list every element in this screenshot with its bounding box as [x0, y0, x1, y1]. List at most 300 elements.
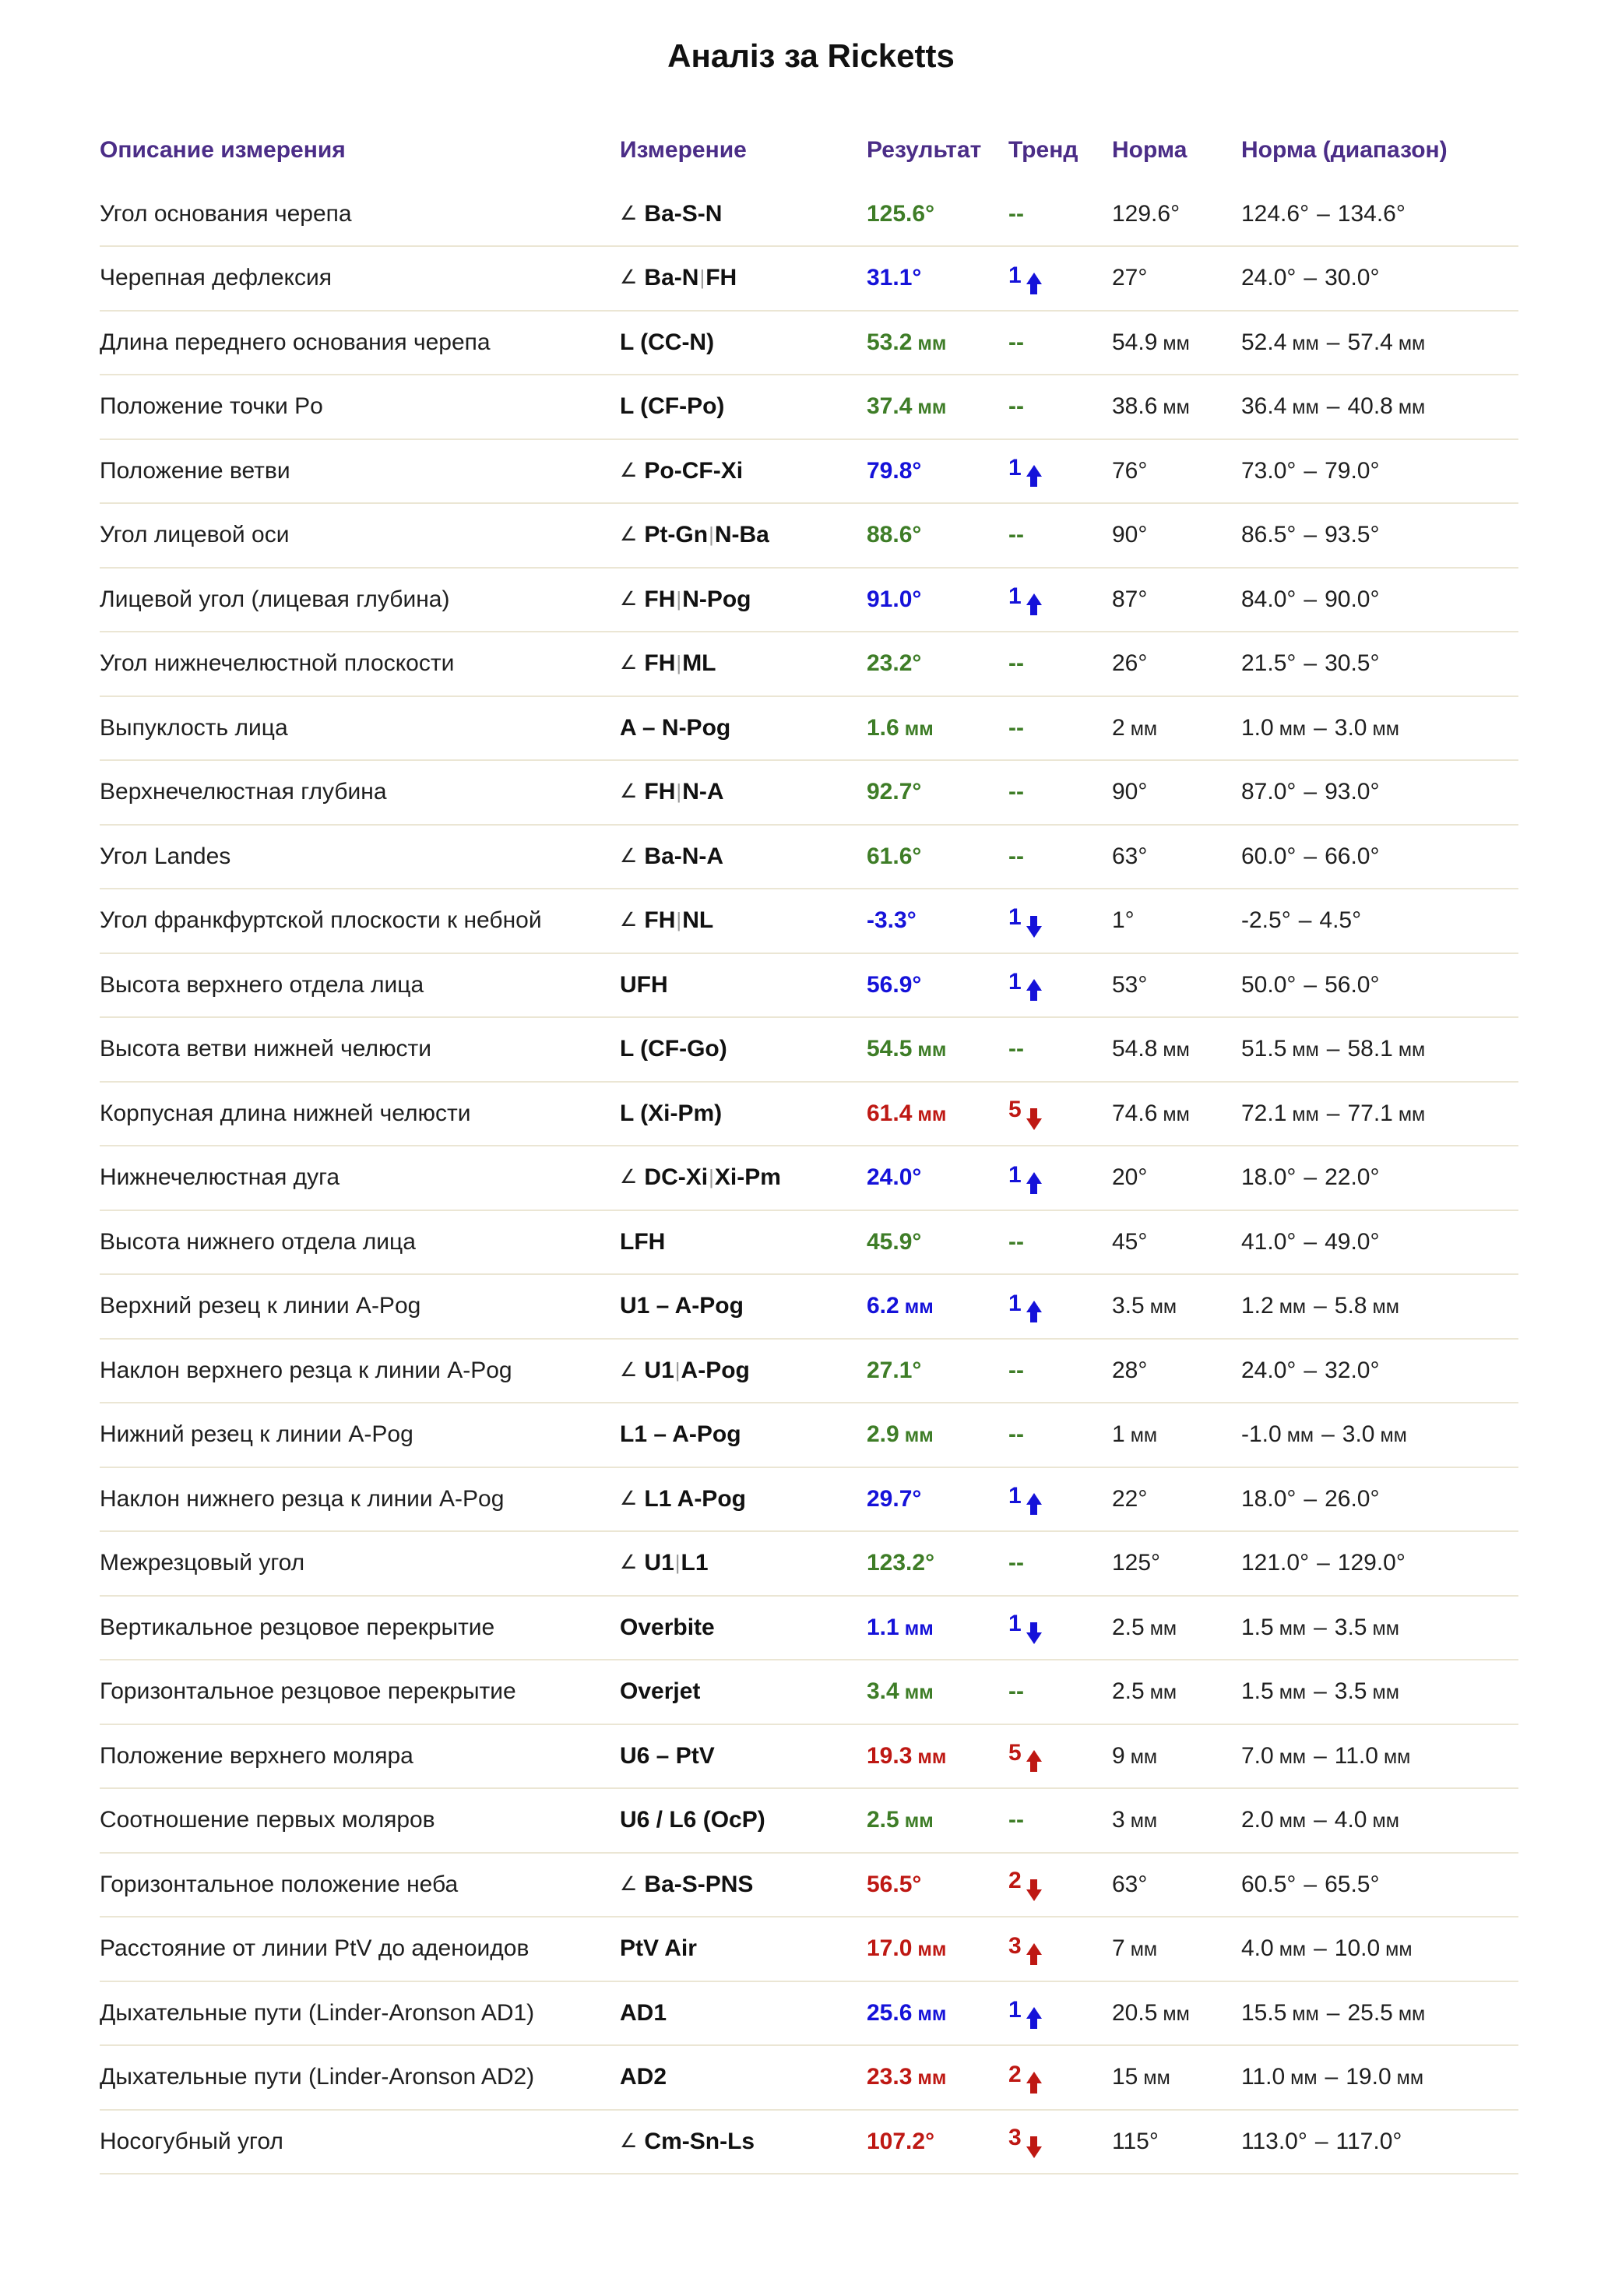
- cell-norm-range: [1241, 1935, 1518, 1962]
- norm-unit: мм: [1163, 1103, 1190, 1125]
- table-row: [100, 697, 1518, 762]
- range-high-unit: мм: [1396, 2067, 1423, 2090]
- cell-norm-range: [1241, 715, 1518, 741]
- range-low: 84.0°: [1241, 586, 1297, 612]
- result-value: 6.2: [867, 1293, 899, 1319]
- cell-norm-range: [1241, 843, 1518, 870]
- result-value: 56.5°: [867, 1871, 922, 1897]
- range-low-unit: мм: [1279, 1682, 1307, 1704]
- table-row: [100, 632, 1518, 697]
- norm-unit: мм: [1149, 1296, 1177, 1319]
- cell-trend: [1008, 779, 1112, 805]
- range-dash: –: [1304, 265, 1318, 291]
- result-value: 29.7°: [867, 1485, 922, 1512]
- range-low: 1.2: [1241, 1293, 1274, 1319]
- cell-description: Высота нижнего отдела лица: [100, 1228, 416, 1255]
- range-high: 66.0°: [1325, 843, 1380, 869]
- measurement-code: PtV Air: [620, 1935, 697, 1962]
- cell-result: [867, 265, 1008, 291]
- cell-trend: [1008, 1036, 1112, 1062]
- cell-description: Положение верхнего моляра: [100, 1742, 413, 1769]
- table-row: [100, 889, 1518, 954]
- cell-description: Угол Landes: [100, 843, 231, 869]
- norm-value: 76°: [1112, 457, 1148, 484]
- measurement-pipe: |: [676, 908, 682, 932]
- cell-result: [867, 1807, 1008, 1833]
- range-low: 1.5: [1241, 1678, 1274, 1705]
- range-dash: –: [1304, 1164, 1318, 1191]
- cell-trend: [1008, 1933, 1112, 1965]
- angle-icon: ∠: [620, 2129, 638, 2152]
- range-high: 22.0°: [1325, 1164, 1380, 1191]
- cell-norm: [1112, 1293, 1241, 1319]
- measurement-code: Overbite: [620, 1614, 715, 1640]
- norm-unit: мм: [1130, 1745, 1158, 1768]
- measurement-code: Pt-Gn|N-Ba: [644, 522, 769, 548]
- range-dash: –: [1314, 1614, 1327, 1640]
- cell-norm: [1112, 329, 1241, 356]
- cell-result: [867, 907, 1008, 934]
- range-low: 11.0: [1241, 2064, 1286, 2090]
- range-high-unit: мм: [1398, 396, 1426, 419]
- cell-measurement: [620, 1358, 867, 1384]
- norm-value: 87°: [1112, 586, 1148, 612]
- trend-label: --: [1008, 1807, 1024, 1833]
- measurement-code: FH|N-A: [644, 779, 724, 805]
- norm-value: 1: [1112, 1421, 1125, 1448]
- result-value: 79.8°: [867, 457, 922, 484]
- trend-up-icon: [1026, 979, 1042, 1001]
- cell-trend: [1008, 522, 1112, 548]
- range-high-unit: мм: [1380, 1424, 1407, 1447]
- range-low: 121.0°: [1241, 1550, 1310, 1576]
- trend-up-icon: [1026, 273, 1042, 294]
- norm-value: 129.6°: [1112, 200, 1180, 227]
- range-low: 73.0°: [1241, 457, 1297, 484]
- cell-norm: [1112, 2064, 1241, 2090]
- norm-unit: мм: [1130, 1939, 1158, 1961]
- cell-norm-range: [1241, 907, 1518, 934]
- cell-norm: [1112, 265, 1241, 291]
- result-value: 123.2°: [867, 1550, 935, 1576]
- cell-measurement: [620, 1872, 867, 1898]
- trend-up-icon: [1026, 1943, 1042, 1965]
- trend-down-icon: [1026, 1622, 1042, 1644]
- trend-label: --: [1008, 329, 1024, 355]
- cell-measurement: [620, 1743, 867, 1770]
- result-value: 2.9: [867, 1421, 899, 1448]
- range-dash: –: [1304, 650, 1318, 677]
- norm-value: 26°: [1112, 650, 1148, 677]
- range-low: 124.6°: [1241, 200, 1310, 227]
- angle-icon: ∠: [620, 909, 638, 931]
- trend-label: 3: [1008, 1932, 1022, 1959]
- table-row: [100, 1725, 1518, 1790]
- cell-result: [867, 779, 1008, 805]
- cell-trend: [1008, 715, 1112, 741]
- range-high: 65.5°: [1325, 1871, 1380, 1897]
- table-row: [100, 569, 1518, 633]
- cell-norm-range: [1241, 586, 1518, 613]
- cell-description: Межрезцовый угол: [100, 1550, 305, 1576]
- range-high: 3.0: [1334, 714, 1367, 741]
- norm-value: 45°: [1112, 1228, 1148, 1255]
- cell-measurement: [620, 1678, 867, 1705]
- cell-description: Верхний резец к линии A-Pog: [100, 1293, 421, 1319]
- trend-down-icon: [1026, 1108, 1042, 1130]
- angle-icon: ∠: [620, 202, 638, 224]
- range-high: 3.5: [1334, 1614, 1367, 1640]
- cell-norm-range: [1241, 458, 1518, 484]
- measurement-code: L (CC-N): [620, 329, 715, 355]
- cell-norm: [1112, 1872, 1241, 1898]
- table-row: [100, 1468, 1518, 1533]
- cell-norm: [1112, 1678, 1241, 1705]
- cell-measurement: [620, 329, 867, 356]
- cell-result: [867, 1229, 1008, 1255]
- cell-result: [867, 393, 1008, 420]
- measurement-code: Ba-N-A: [644, 843, 724, 869]
- result-value: 25.6: [867, 1999, 913, 2026]
- cell-norm: [1112, 1229, 1241, 1255]
- table-row: [100, 1018, 1518, 1083]
- range-low-unit: мм: [1279, 1810, 1307, 1833]
- cell-measurement: [620, 522, 867, 548]
- measurement-code: L (CF-Go): [620, 1036, 727, 1062]
- cell-description: Положение ветви: [100, 457, 290, 484]
- trend-label: 1: [1008, 1161, 1022, 1188]
- table-row: [100, 1340, 1518, 1404]
- measurement-code: FH|N-Pog: [644, 586, 751, 612]
- trend-label: 3: [1008, 2125, 1022, 2151]
- cell-norm-range: [1241, 1486, 1518, 1512]
- range-low: 1.5: [1241, 1614, 1274, 1640]
- table-row: [100, 954, 1518, 1019]
- result-value: 19.3: [867, 1742, 913, 1769]
- cell-result: [867, 458, 1008, 484]
- result-value: 88.6°: [867, 522, 922, 548]
- range-high: 26.0°: [1325, 1485, 1380, 1512]
- cell-norm: [1112, 393, 1241, 420]
- cell-norm-range: [1241, 1807, 1518, 1833]
- norm-unit: мм: [1163, 396, 1190, 419]
- measurement-code: FH|ML: [644, 650, 716, 677]
- cell-description: Верхнечелюстная глубина: [100, 779, 387, 805]
- cell-norm-range: [1241, 1293, 1518, 1319]
- cell-norm: [1112, 458, 1241, 484]
- cell-result: [867, 2064, 1008, 2090]
- measurement-pipe: |: [709, 523, 714, 547]
- range-low-unit: мм: [1292, 2002, 1319, 2025]
- trend-up-icon: [1026, 1301, 1042, 1322]
- table-row: [100, 1403, 1518, 1468]
- result-value: 24.0°: [867, 1164, 922, 1191]
- range-high-unit: мм: [1372, 1617, 1399, 1639]
- cell-result: [867, 843, 1008, 870]
- angle-icon: ∠: [620, 780, 638, 803]
- cell-trend: [1008, 904, 1112, 938]
- cell-norm: [1112, 843, 1241, 870]
- range-dash: –: [1304, 779, 1318, 805]
- range-high: 25.5: [1347, 1999, 1393, 2026]
- norm-value: 9: [1112, 1742, 1125, 1769]
- cell-trend: [1008, 262, 1112, 294]
- range-dash: –: [1304, 1228, 1318, 1255]
- cell-result: [867, 650, 1008, 677]
- measurement-code: L1 – A-Pog: [620, 1421, 741, 1448]
- trend-label: 1: [1008, 455, 1022, 481]
- angle-icon: ∠: [620, 1166, 638, 1188]
- cell-norm: [1112, 650, 1241, 677]
- cell-description: Дыхательные пути (Linder-Aronson AD1): [100, 1999, 535, 2026]
- cell-result: [867, 1421, 1008, 1448]
- cell-trend: [1008, 455, 1112, 487]
- range-high: 10.0: [1334, 1935, 1381, 1962]
- cell-measurement: [620, 586, 867, 613]
- range-low: 60.0°: [1241, 843, 1297, 869]
- cell-measurement: [620, 907, 867, 934]
- cell-description: Лицевой угол (лицевая глубина): [100, 586, 450, 612]
- table-body: [100, 183, 1518, 2175]
- measurement-code: FH|NL: [644, 907, 714, 934]
- cell-trend: [1008, 329, 1112, 356]
- range-high: 49.0°: [1325, 1228, 1380, 1255]
- norm-value: 2: [1112, 714, 1125, 741]
- norm-unit: мм: [1143, 2067, 1170, 2090]
- measurement-pipe: |: [674, 1551, 681, 1575]
- norm-value: 27°: [1112, 265, 1148, 291]
- cell-norm-range: [1241, 1229, 1518, 1255]
- cell-trend: [1008, 969, 1112, 1001]
- result-unit: мм: [904, 1424, 934, 1447]
- cell-norm-range: [1241, 2064, 1518, 2090]
- range-low: 15.5: [1241, 1999, 1287, 2026]
- range-low-unit: мм: [1292, 332, 1319, 354]
- measurement-code: UFH: [620, 971, 668, 998]
- trend-label: --: [1008, 714, 1024, 741]
- measurement-code: Po-CF-Xi: [644, 457, 744, 484]
- range-low-unit: мм: [1279, 1617, 1307, 1639]
- cell-norm-range: [1241, 265, 1518, 291]
- measurement-pipe: |: [676, 780, 682, 804]
- table-row: [100, 2046, 1518, 2111]
- range-high-unit: мм: [1385, 1939, 1413, 1961]
- norm-unit: мм: [1149, 1617, 1177, 1639]
- trend-label: 5: [1008, 1097, 1022, 1123]
- cell-description: Вертикальное резцовое перекрытие: [100, 1614, 495, 1640]
- range-high: 4.0: [1334, 1807, 1367, 1833]
- cell-trend: [1008, 1678, 1112, 1705]
- col-header-norm-range: Норма (диапазон): [1241, 137, 1448, 164]
- trend-label: --: [1008, 1550, 1024, 1576]
- range-high-unit: мм: [1383, 1745, 1411, 1768]
- cell-measurement: [620, 458, 867, 484]
- angle-icon: ∠: [620, 652, 638, 674]
- range-high: 30.5°: [1325, 650, 1380, 677]
- cell-measurement: [620, 1935, 867, 1962]
- cell-norm-range: [1241, 1872, 1518, 1898]
- angle-icon: ∠: [620, 844, 638, 867]
- cell-result: [867, 201, 1008, 227]
- range-dash: –: [1304, 971, 1318, 998]
- range-high: 56.0°: [1325, 971, 1380, 998]
- range-high: 93.0°: [1325, 779, 1380, 805]
- measurement-code: LFH: [620, 1228, 666, 1255]
- result-unit: мм: [917, 2067, 947, 2090]
- page-title: Аналіз за Ricketts: [667, 37, 955, 74]
- range-low-unit: мм: [1279, 717, 1307, 740]
- range-dash: –: [1314, 714, 1327, 741]
- result-value: 45.9°: [867, 1228, 922, 1255]
- trend-label: 1: [1008, 1611, 1022, 1637]
- norm-unit: мм: [1163, 1039, 1190, 1062]
- result-unit: мм: [904, 1810, 934, 1833]
- table-row: [100, 1917, 1518, 1982]
- cell-description: Нижний резец к линии A-Pog: [100, 1421, 413, 1448]
- cell-trend: [1008, 2062, 1112, 2094]
- table-row: [100, 1854, 1518, 1918]
- result-value: 23.2°: [867, 650, 922, 677]
- cell-norm: [1112, 1550, 1241, 1576]
- measurement-code: AD1: [620, 1999, 667, 2026]
- range-dash: –: [1326, 1100, 1340, 1126]
- norm-unit: мм: [1163, 332, 1190, 354]
- measurement-code: U1 – A-Pog: [620, 1293, 744, 1319]
- measurement-pipe: |: [699, 266, 705, 290]
- range-low: 36.4: [1241, 393, 1287, 420]
- result-value: 56.9°: [867, 971, 922, 998]
- cell-measurement: [620, 843, 867, 870]
- cell-result: [867, 1293, 1008, 1319]
- norm-value: 22°: [1112, 1485, 1148, 1512]
- cell-result: [867, 715, 1008, 741]
- cell-norm-range: [1241, 779, 1518, 805]
- measurement-pipe: |: [674, 1358, 681, 1382]
- cell-norm: [1112, 907, 1241, 934]
- result-unit: мм: [917, 1039, 947, 1062]
- trend-label: --: [1008, 779, 1024, 805]
- trend-up-icon: [1026, 465, 1042, 487]
- trend-label: --: [1008, 1228, 1024, 1255]
- cell-description: Угол лицевой оси: [100, 522, 290, 548]
- table-header-row: [100, 118, 1518, 183]
- cell-description: Выпуклость лица: [100, 714, 288, 741]
- cell-trend: [1008, 1807, 1112, 1833]
- cell-description: Черепная дефлексия: [100, 265, 332, 291]
- measurement-code: Cm-Sn-Ls: [644, 2128, 755, 2154]
- cell-norm-range: [1241, 1743, 1518, 1770]
- table-row: [100, 1275, 1518, 1340]
- cell-measurement: [620, 1486, 867, 1512]
- result-unit: мм: [917, 1745, 947, 1768]
- range-high: 40.8: [1347, 393, 1393, 420]
- cell-description: Угол основания черепа: [100, 200, 352, 227]
- cell-norm: [1112, 779, 1241, 805]
- cell-trend: [1008, 1740, 1112, 1772]
- result-value: 92.7°: [867, 779, 922, 805]
- measurement-code: DC-Xi|Xi-Pm: [644, 1164, 781, 1191]
- range-dash: –: [1314, 1935, 1327, 1962]
- cell-description: Соотношение первых моляров: [100, 1807, 435, 1833]
- range-dash: –: [1326, 393, 1340, 420]
- table-row: [100, 1660, 1518, 1725]
- range-high: 129.0°: [1337, 1550, 1406, 1576]
- trend-label: 5: [1008, 1740, 1022, 1766]
- cell-trend: [1008, 583, 1112, 615]
- range-high: 19.0: [1346, 2064, 1392, 2090]
- table-row: [100, 1146, 1518, 1211]
- range-dash: –: [1326, 329, 1340, 355]
- range-high: 4.5°: [1319, 907, 1362, 934]
- norm-value: 28°: [1112, 1357, 1148, 1383]
- norm-value: 125°: [1112, 1550, 1161, 1576]
- range-low: 24.0°: [1241, 265, 1297, 291]
- trend-label: --: [1008, 650, 1024, 677]
- cell-norm-range: [1241, 972, 1518, 998]
- measurement-code: A – N-Pog: [620, 714, 731, 741]
- cell-result: [867, 2000, 1008, 2027]
- cell-description: Наклон верхнего резца к линии A-Pog: [100, 1357, 512, 1383]
- range-low: 7.0: [1241, 1742, 1274, 1769]
- norm-unit: мм: [1149, 1682, 1177, 1704]
- angle-icon: ∠: [620, 587, 638, 610]
- measurement-code: L (Xi-Pm): [620, 1100, 723, 1126]
- trend-label: 2: [1008, 1868, 1022, 1894]
- cell-norm-range: [1241, 1164, 1518, 1191]
- result-value: 54.5: [867, 1036, 913, 1062]
- norm-value: 1°: [1112, 907, 1135, 934]
- col-header-norm: Норма: [1112, 137, 1187, 164]
- cell-norm: [1112, 1358, 1241, 1384]
- cell-trend: [1008, 1162, 1112, 1194]
- range-low-unit: мм: [1279, 1939, 1307, 1961]
- cell-description: Угол франкфуртской плоскости к небной: [100, 907, 542, 934]
- range-dash: –: [1304, 1485, 1318, 1512]
- table-row: [100, 2111, 1518, 2175]
- result-unit: мм: [917, 332, 947, 354]
- measurement-code: U1|L1: [644, 1550, 709, 1576]
- cell-measurement: [620, 715, 867, 741]
- trend-label: --: [1008, 1036, 1024, 1062]
- norm-value: 90°: [1112, 522, 1148, 548]
- measurement-code: AD2: [620, 2064, 667, 2090]
- norm-value: 3.5: [1112, 1293, 1145, 1319]
- measurement-code: L1 A-Pog: [644, 1485, 746, 1512]
- range-high: 3.5: [1334, 1678, 1367, 1705]
- cell-result: [867, 1678, 1008, 1705]
- cell-norm: [1112, 1615, 1241, 1641]
- norm-value: 90°: [1112, 779, 1148, 805]
- range-dash: –: [1304, 843, 1318, 869]
- cell-measurement: [620, 779, 867, 805]
- table-row: [100, 1211, 1518, 1276]
- cell-norm-range: [1241, 2000, 1518, 2027]
- range-low: 2.0: [1241, 1807, 1274, 1833]
- range-low-unit: мм: [1279, 1296, 1307, 1319]
- angle-icon: ∠: [620, 459, 638, 481]
- cell-result: [867, 2129, 1008, 2155]
- range-low-unit: мм: [1292, 396, 1319, 419]
- angle-icon: ∠: [620, 523, 638, 546]
- cell-description: Положение точки Po: [100, 393, 323, 420]
- result-value: 27.1°: [867, 1357, 922, 1383]
- range-dash: –: [1304, 1357, 1318, 1383]
- result-value: 1.1: [867, 1614, 899, 1640]
- cell-norm: [1112, 1164, 1241, 1191]
- cell-measurement: [620, 393, 867, 420]
- trend-up-icon: [1026, 1493, 1042, 1515]
- range-high: 58.1: [1347, 1036, 1393, 1062]
